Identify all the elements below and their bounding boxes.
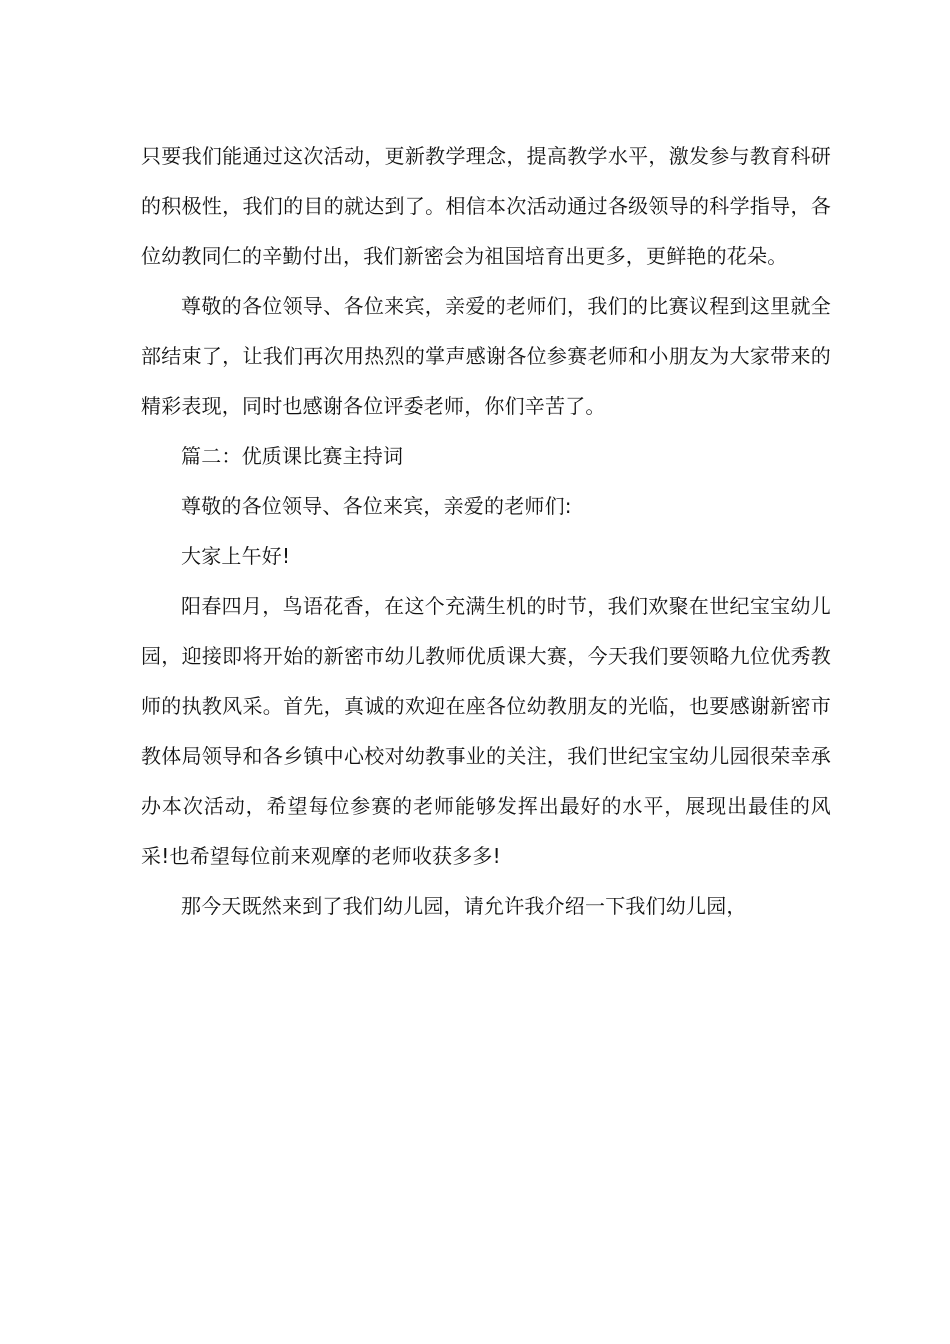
document-body bbox=[141, 131, 831, 931]
section-heading: 篇二：优质课比赛主持词 bbox=[181, 444, 404, 468]
salutation: 尊敬的各位领导、各位来宾，亲爱的老师们: bbox=[181, 494, 572, 518]
paragraph-6: 阳春四月，鸟语花香，在这个充满生机的时节，我们欢聚在世纪宝宝幼儿园，迎接即将开始的新密市幼儿教师优质课大赛，今天我们要领略九位优秀教师的执教风采。首先，真诚的欢迎在座各位幼教朋友的光临，也要感谢新密市教体局领导和各乡镇中心校对幼教事业的关注，我们世纪宝宝幼儿园很荣幸承办本次活动，希望每位参赛的老师能够发挥出最好的水平，展现出最佳的风采!也希望每位前来观摩的老师收获多多! bbox=[141, 594, 831, 868]
paragraph-2: 尊敬的各位领导、各位来宾，亲爱的老师们，我们的比赛议程到这里就全部结束了，让我们再次用热烈的掌声感谢各位参赛老师和小朋友为大家带来的精彩表现，同时也感谢各位评委老师，你们辛苦了。 bbox=[141, 294, 831, 418]
paragraph-7: 那今天既然来到了我们幼儿园，请允许我介绍一下我们幼儿园， bbox=[181, 894, 747, 918]
greeting: 大家上午好! bbox=[181, 544, 291, 568]
paragraph-1: 只要我们能通过这次活动，更新教学理念，提高教学水平，激发参与教育科研的积极性，我们的目的就达到了。相信本次活动通过各级领导的科学指导，各位幼教同仁的辛勤付出，我们新密会为祖国培育出更多，更鲜艳的花朵。 bbox=[141, 144, 831, 268]
